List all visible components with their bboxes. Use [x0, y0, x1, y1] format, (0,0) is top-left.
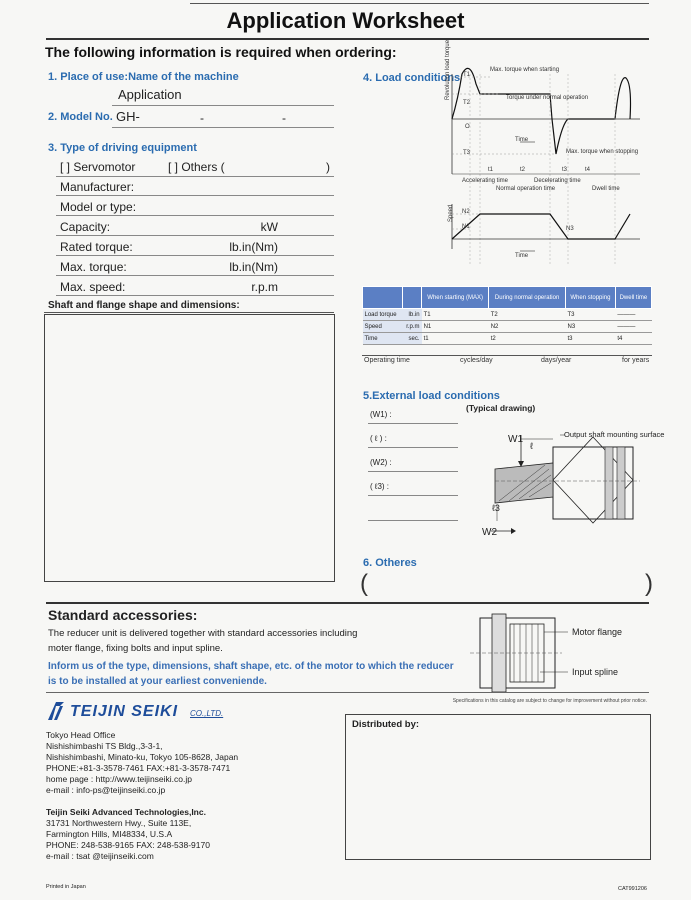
torque-curve	[452, 68, 631, 154]
table-header: When stopping	[565, 287, 615, 309]
label-time-1: Time	[515, 137, 529, 143]
others-close: )	[326, 160, 330, 174]
model-dash-2: -	[282, 111, 286, 125]
section6-label: 6. Otheres	[363, 557, 417, 569]
label-time-2: Time	[515, 253, 529, 259]
label-N2: N2	[462, 209, 470, 215]
ext-row-input[interactable]	[368, 471, 458, 472]
others-input[interactable]	[372, 574, 642, 600]
others-open-paren: (	[360, 570, 368, 597]
accessories-line-1: The reducer unit is delivered together with standard accessories including	[48, 628, 358, 639]
label-t4: t4	[585, 167, 591, 173]
section5-label: 5.External load conditions	[363, 390, 500, 402]
speed-curve	[452, 214, 630, 239]
label-t1: t1	[488, 167, 494, 173]
address-line: e-mail : info-ps@teijinseiki.co.jp	[46, 785, 166, 795]
table-row	[363, 309, 652, 321]
address-line: PHONE: 248-538-9165 FAX: 248-538-9170	[46, 840, 210, 850]
table-cell: Speed	[363, 321, 403, 333]
label-accel: Accelerating time	[462, 178, 509, 184]
table-cell[interactable]: T1	[422, 309, 489, 321]
table-row	[363, 321, 652, 333]
servomotor-checkbox[interactable]: [ ] Servomotor	[60, 160, 136, 174]
table-row	[363, 333, 652, 345]
label-max-stop: Max. torque when stopping	[566, 149, 639, 155]
table-cell[interactable]: t1	[422, 333, 489, 345]
field-label: Max. speed:	[60, 280, 126, 294]
page-title: Application Worksheet	[226, 8, 465, 33]
application-underline	[112, 105, 334, 106]
table-cell: Load torque	[363, 309, 403, 321]
address-line: Nishishimbashi, Minato-ku, Tokyo 105-8628, Japan	[46, 752, 239, 762]
accessories-drawing	[470, 610, 570, 695]
label-normal: Torque under normal operation	[506, 95, 589, 101]
label-O: O	[465, 124, 470, 130]
inform-line-1: Inform us of the type, dimensions, shaft shape, etc. of the motor to which the reducer	[48, 661, 454, 672]
table-cell: sec.	[402, 333, 421, 345]
label-decel: Decelerating time	[534, 178, 581, 184]
table-cell[interactable]: N2	[489, 321, 566, 333]
label-max-start: Max. torque when starting	[490, 67, 560, 73]
specs-note: Specifications in this catalog are subject to change for improvement without prior notice.	[452, 698, 647, 704]
table-cell[interactable]: t4	[615, 333, 651, 345]
catalog-number: CAT991206	[618, 886, 647, 892]
table-cell: lb.in	[402, 309, 421, 321]
field-input-line[interactable]	[56, 295, 334, 296]
table-cell[interactable]: ———	[615, 309, 651, 321]
others-close-paren: )	[645, 570, 653, 597]
shaft-drawing-area[interactable]	[44, 314, 335, 582]
distributed-label: Distributed by:	[352, 719, 420, 730]
table-header: Dwell time	[615, 287, 651, 309]
usa-office-title: Teijin Seiki Advanced Technologies,Inc.	[46, 807, 206, 817]
load-condition-chart	[440, 64, 655, 264]
shaft-label: Shaft and flange shape and dimensions:	[48, 300, 240, 311]
field-unit: kW	[260, 220, 278, 234]
table-header: When starting (MAX)	[422, 287, 489, 309]
field-input-line[interactable]	[56, 215, 334, 216]
field-label: Manufacturer:	[60, 180, 135, 194]
operating-label: Operating time	[364, 357, 410, 364]
ext-row-blank[interactable]	[368, 520, 458, 521]
label-t2: t2	[520, 167, 526, 173]
address-line: home page : http://www.teijinseiki.co.jp	[46, 774, 192, 784]
ext-row-label: ( ℓ3) :	[370, 482, 390, 491]
motor-flange-label: Motor flange	[572, 627, 623, 637]
drawing-l: ℓ	[530, 441, 533, 451]
field-input-line[interactable]	[56, 235, 334, 236]
printed-in-japan: Printed in Japan	[46, 884, 86, 890]
table-header: During normal operation	[489, 287, 566, 309]
address-line: 31731 Northwestern Hwy., Suite 113E,	[46, 818, 192, 828]
teijin-logo-icon	[46, 700, 66, 722]
label-dwell: Dwell time	[592, 186, 620, 192]
operating-rule	[362, 355, 652, 356]
title-rule	[46, 38, 649, 40]
shaft-rule	[44, 312, 334, 313]
operating-days: days/year	[541, 357, 572, 364]
model-dash-1: -	[200, 111, 204, 125]
required-heading: The following information is required when ordering:	[45, 44, 397, 60]
input-spline-label: Input spline	[572, 667, 619, 677]
logo-text: TEIJIN SEIKI	[70, 703, 179, 720]
usa-office	[46, 818, 210, 862]
table-cell[interactable]: T2	[489, 309, 566, 321]
footer-rule	[46, 692, 649, 693]
model-underline	[112, 127, 334, 128]
operating-cycles: cycles/day	[460, 357, 493, 364]
application-value[interactable]: Application	[118, 87, 182, 102]
table-cell[interactable]: T3	[565, 309, 615, 321]
ext-row-input[interactable]	[368, 447, 458, 448]
others-checkbox[interactable]: [ ] Others (	[168, 160, 225, 174]
table-header	[363, 287, 403, 309]
section1-label: 1. Place of use:Name of the machine	[48, 71, 239, 83]
section3-label: 3. Type of driving equipment	[48, 142, 197, 154]
address-line: e-mail : tsat @teijinseiki.com	[46, 851, 154, 861]
table-cell: r.p.m	[402, 321, 421, 333]
field-input-line[interactable]	[56, 275, 334, 276]
load-table	[362, 286, 652, 345]
field-label: Rated torque:	[60, 240, 133, 254]
label-speed: Speed	[448, 204, 454, 222]
operating-years: for years	[622, 357, 650, 364]
ext-row-label: (W1) :	[370, 410, 392, 419]
field-label: Capacity:	[60, 220, 111, 234]
drawing-l3: ℓ3	[492, 503, 500, 513]
field-unit: lb.in(Nm)	[229, 260, 278, 274]
top-rule	[190, 3, 649, 4]
field-input-line[interactable]	[56, 195, 334, 196]
label-yaxis: Revolution load torque	[445, 39, 451, 100]
address-line: Farmington Hills, MI48334, U.S.A	[46, 829, 173, 839]
ext-row-input[interactable]	[368, 495, 458, 496]
drawing-w2: W2	[482, 527, 497, 538]
address-line: PHONE:+81-3-3578-7461 FAX:+81-3-3578-7471	[46, 763, 231, 773]
accessories-line-2: moter flange, fixing bolts and input spline.	[48, 643, 223, 654]
distributed-box[interactable]	[345, 714, 651, 860]
ext-row-input[interactable]	[368, 423, 458, 424]
type-underline	[56, 176, 334, 177]
logo-sub: CO.,LTD.	[190, 709, 224, 718]
section2-label: 2. Model No.	[48, 111, 113, 123]
label-T1: T1	[463, 72, 471, 78]
label-N3: N3	[566, 226, 574, 232]
ext-row-label: (W2) :	[370, 458, 392, 467]
table-cell[interactable]: t3	[565, 333, 615, 345]
field-label: Model or type:	[60, 200, 137, 214]
table-cell[interactable]: ———	[615, 321, 651, 333]
inform-line-2: is to be installed at your earliest conveniende.	[48, 676, 267, 687]
tokyo-office	[46, 730, 238, 796]
model-prefix[interactable]: GH-	[116, 109, 140, 124]
section4-label: 4. Load conditions	[363, 72, 461, 84]
ext-row-label: ( ℓ ) :	[370, 434, 387, 443]
typical-drawing-label: (Typical drawing)	[466, 403, 536, 413]
label-T3: T3	[463, 150, 471, 156]
label-normal-time: Normal operation time	[496, 186, 556, 192]
label-t3: t3	[562, 167, 568, 173]
table-cell[interactable]: t2	[489, 333, 566, 345]
address-line: Tokyo Head Office	[46, 730, 116, 740]
accessories-heading: Standard accessories:	[48, 607, 198, 623]
table-cell[interactable]: N1	[422, 321, 489, 333]
address-line: Nishishimbashi TS Bldg.,3-3-1,	[46, 741, 163, 751]
label-N1: N1	[462, 224, 470, 230]
table-cell[interactable]: N3	[565, 321, 615, 333]
accessories-rule	[46, 602, 649, 604]
field-unit: r.p.m	[251, 280, 278, 294]
label-T2: T2	[463, 100, 471, 106]
field-input-line[interactable]	[56, 255, 334, 256]
drawing-w1: W1	[508, 434, 523, 445]
field-label: Max. torque:	[60, 260, 127, 274]
table-header	[402, 287, 421, 309]
drawing-surface-label: Output shaft mounting surface	[564, 430, 665, 439]
table-cell: Time	[363, 333, 403, 345]
field-unit: lb.in(Nm)	[229, 240, 278, 254]
